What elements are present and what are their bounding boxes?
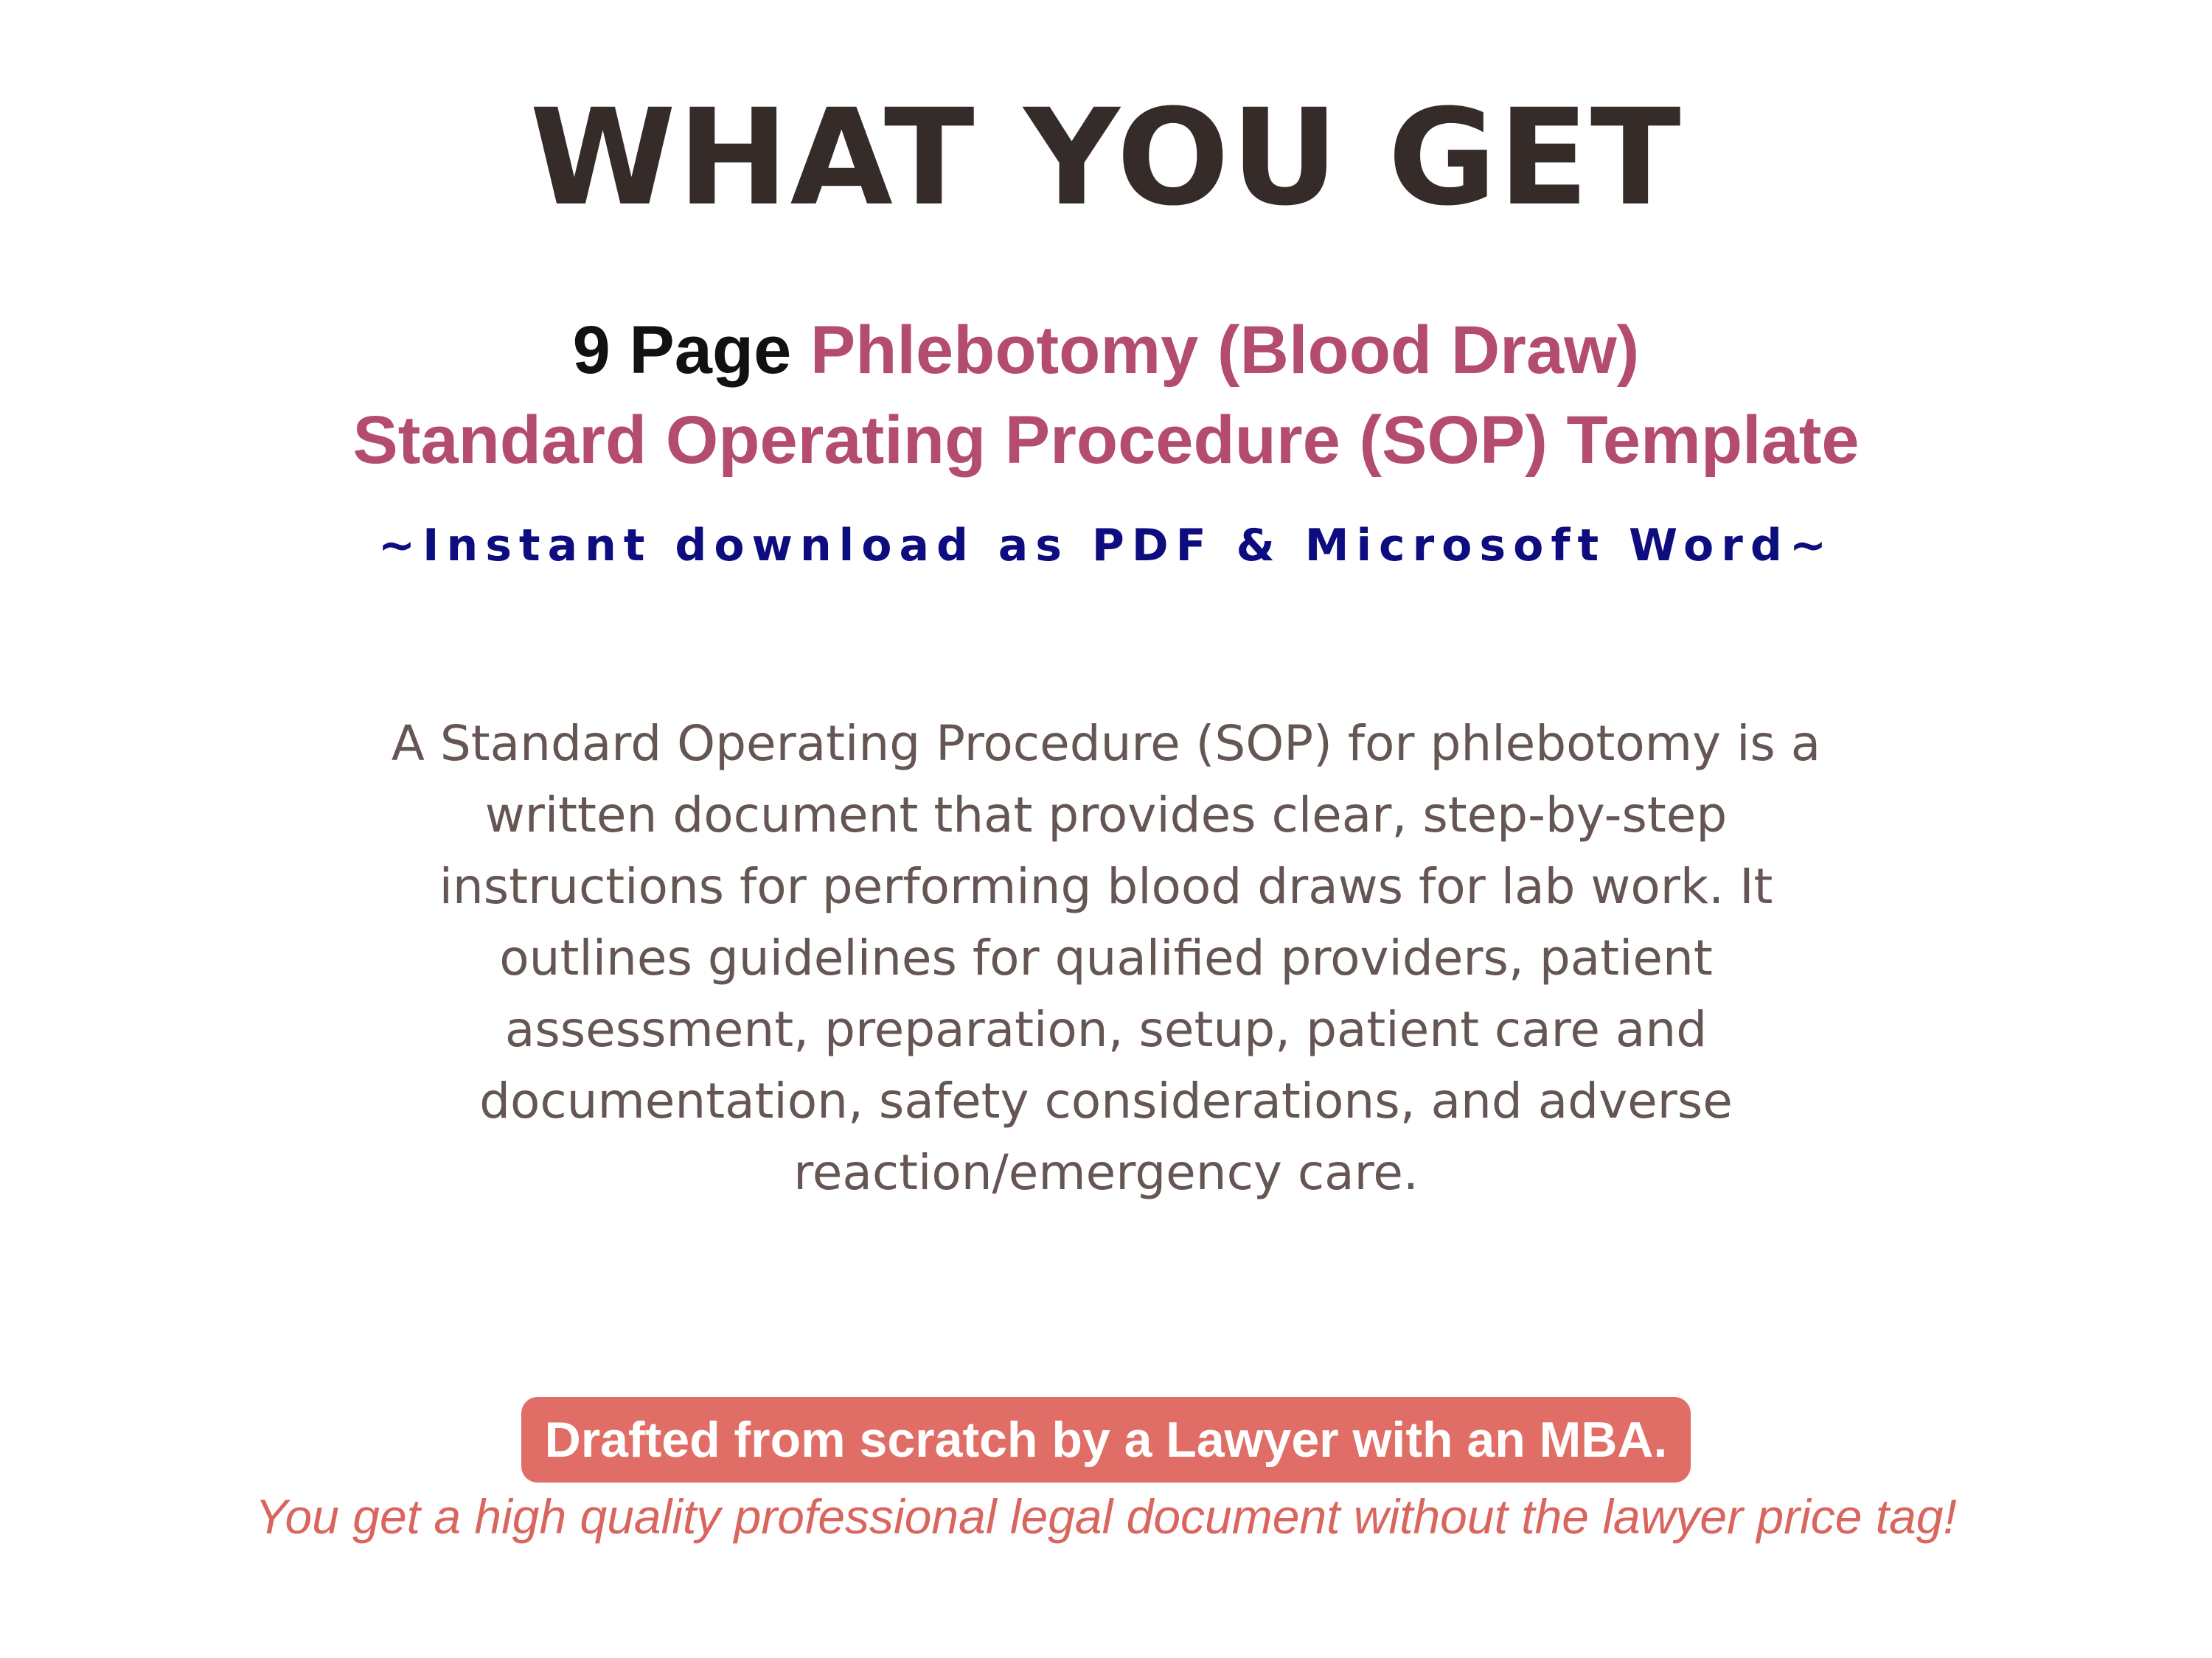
description-line: assessment, preparation, setup, patient care and — [504, 1001, 1708, 1058]
description-line: documentation, safety considerations, and adverse — [479, 1073, 1733, 1129]
description-paragraph — [324, 708, 1888, 1208]
author-badge: Drafted from scratch by a Lawyer with an MBA. — [521, 1397, 1691, 1483]
product-title-line-1 — [0, 310, 2212, 391]
description-line: outlines guidelines for qualified providers, patient — [499, 930, 1713, 986]
download-note: ~Instant download as PDF & Microsoft Word~ — [378, 520, 1834, 571]
badge-container — [0, 1397, 2212, 1483]
tagline: You get a high quality professional legal document without the lawyer price tag! — [255, 1489, 1957, 1544]
description-line: instructions for performing blood draws for lab work. It — [439, 858, 1773, 915]
page-count: 9 Page — [572, 313, 792, 388]
page-title: WHAT YOU GET — [529, 81, 1683, 235]
product-type: Standard Operating Procedure (SOP) Template — [352, 403, 1860, 478]
description-line: A Standard Operating Procedure (SOP) for phlebotomy is a — [391, 715, 1821, 772]
description-line: written document that provides clear, step-by-step — [484, 787, 1728, 843]
product-name: Phlebotomy (Blood Draw) — [810, 313, 1640, 388]
description-line: reaction/emergency care. — [793, 1144, 1419, 1201]
